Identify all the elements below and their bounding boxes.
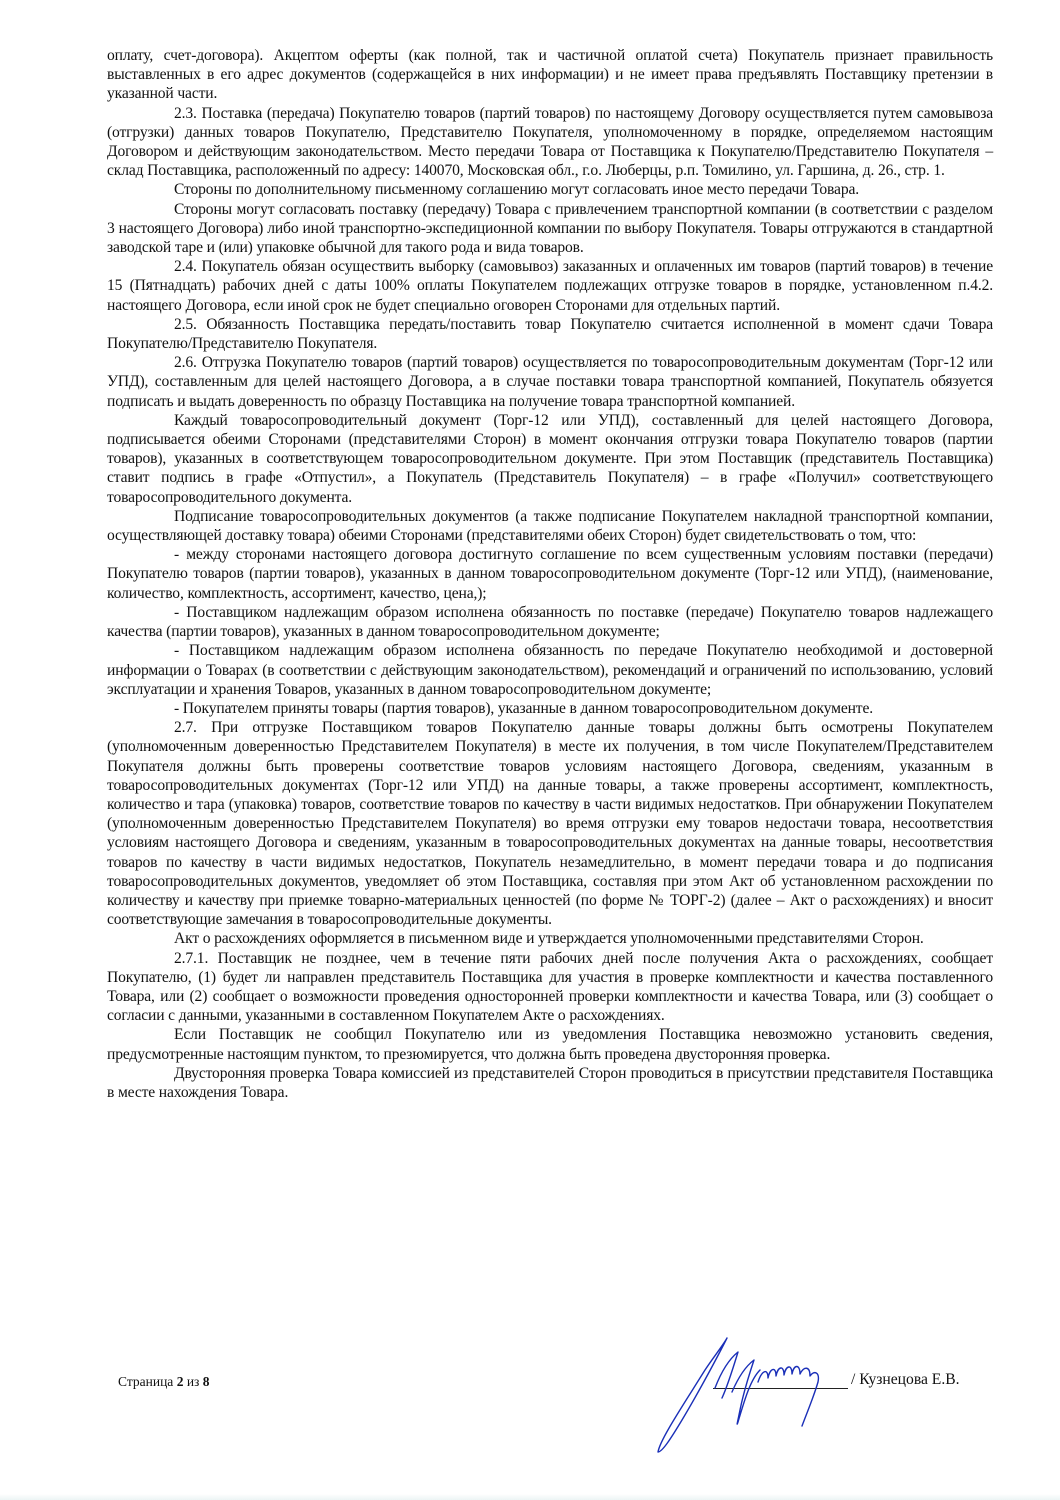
list-item-quality-delivery: - Поставщиком надлежащим образом исполнена обязанность по поставке (передаче) Покупателю товаров надлежащего качества (партии товаров), указанных в данном товаросопроводительном документе;: [107, 603, 993, 641]
page-of: из: [186, 1374, 200, 1389]
paragraph-each-document: Каждый товаросопроводительный документ (Торг-12 или УПД), составленный для целей настоящего Договора, подписывается обеими Сторонами (представителями Сторон) в момент окончания отгрузки товара Покупателю товаров (партии товаров), указанных в соответствующем товаросопроводительном документе. При этом Поставщик (представитель Поставщика) ставит подпись в графе «Отпустил», а Покупатель (Представитель Покупателя) – в графе «Получил» соответствующего товаросопроводительного документа.: [107, 411, 993, 506]
signature-stroke: [758, 1367, 818, 1427]
paragraph-bilateral-check: Двусторонняя проверка Товара комиссией из представителей Сторон проводиться в присутствии представителя Поставщика в месте нахождения Товара.: [107, 1064, 993, 1101]
list-item-information: - Поставщиком надлежащим образом исполнена обязанность по передаче Покупателю необходимой и достоверной информации о Товарах (в соответствии с действующим законодательством), рекомендаций и ограничений по использованию, условий эксплуатации и хранения Товаров, указанных в данном товаросопроводительном документе;: [107, 642, 993, 698]
paragraph-signing-documents: Подписание товаросопроводительных документов (а также подписание Покупателем накладной транспортной компании, осуществляющей доставку товара) обеими Сторонами (представителями обеих Сторон) будет свидетельствовать о том, что:: [107, 507, 993, 545]
page-number: [118, 1374, 210, 1390]
signer-name: / Кузнецова Е.В.: [851, 1371, 960, 1388]
page-label: Страница: [118, 1374, 174, 1389]
document-body: [107, 46, 993, 1102]
paragraph-2-7-1: 2.7.1. Поставщик не позднее, чем в течение пяти рабочих дней после получения Акта о расхождениях, сообщает Покупателю, (1) будет ли направлен представитель Поставщика для участия в проверке комплектности и качества поставленного Товара, или (2) сообщает о возможности проведения односторонней проверки комплектности и качества Товара, или (3) сообщает о согласии с данными, указанными в составленном Покупателем Акте о расхождениях.: [107, 949, 993, 1025]
scan-edge-shadow: [0, 1494, 1060, 1500]
paragraph-payment-acceptance: оплату, счет-договора). Акцептом оферты (как полной, так и частичной оплатой счета) Покупатель признает правильность выставленных в его адрес документов (содержащейся в них информации) и не имеет права предъявлять Поставщику претензии в указанной части.: [107, 47, 993, 103]
signature-strokes: [658, 1338, 818, 1452]
list-item-agreement: - между сторонами настоящего договора достигнуто соглашение по всем существенным условиям поставки (передачи) Покупателю товаров (партии товаров), указанных в данном товаросопроводительном документе (Торг-12 или УПД), (наименование, количество, комплектность, ассортимент, качество, цена,);: [107, 546, 993, 602]
paragraph-presumption: Если Поставщик не сообщил Покупателю или из уведомления Поставщика невозможно установить сведения, предусмотренные настоящим пунктом, то презюмируется, что должна быть проведена двусторонняя проверка.: [107, 1026, 993, 1063]
paragraph-2-6: 2.6. Отгрузка Покупателю товаров (партий товаров) осуществляется по товаросопроводительным документам (Торг-12 или УПД), составленным для целей настоящего Договора, а в случае поставки товара транспортной компанией, Покупатель обязуется подписать и выдать доверенность по образцу Поставщика на получение товара транспортной компанией.: [107, 354, 993, 410]
paragraph-other-place: Стороны по дополнительному письменному соглашению могут согласовать иное место передачи Товара.: [174, 181, 859, 199]
paragraph-2-5: 2.5. Обязанность Поставщика передать/поставить товар Покупателю считается исполненной в момент сдачи Товара Покупателю/Представителю Покупателя.: [107, 315, 993, 353]
paragraph-discrepancy-act: Акт о расхождениях оформляется в письменном виде и утверждается уполномоченными представителями Сторон.: [174, 930, 924, 948]
paragraph-2-3: 2.3. Поставка (передача) Покупателю товаров (партий товаров) по настоящему Договору осуществляется путем самовывоза (отгрузки) данных товаров Покупателю, Представителю Покупателя, уполномоченному в порядке, определяемом настоящим Договором и действующим законодательством. Место передачи Товара от Поставщика к Покупателю/Представителю Покупателя – склад Поставщика, расположенный по адресу: 140070, Московская обл., г.о. Люберцы, р.п. Томилино, ул. Гаршина, д. 26., стр. 1.: [107, 104, 993, 180]
paragraph-2-4: 2.4. Покупатель обязан осуществить выборку (самовывоз) заказанных и оплаченных им товаров (партий товаров) в течение 15 (Пятнадцать) рабочих дней с даты 100% оплаты Покупателем подлежащих отгрузке товаров в порядке, установленном п.4.2. настоящего Договора, если иной срок не будет специально оговорен Сторонами для отдельных партий.: [107, 258, 993, 314]
page-total: 8: [202, 1374, 210, 1389]
paragraph-2-7: 2.7. При отгрузке Поставщиком товаров Покупателю данные товары должны быть осмотрены Покупателем (уполномоченным доверенностью Представителем Покупателя) в месте их получения, в том числе Покупателем/Представителем Покупателя должны быть проверены соответствие товаров условиям настоящего Договора, сведениям, указанным в товаросопроводительных документах (Торг-12 или УПД) на данные товары, а также проверены ассортимент, комплектность, количество и тара (упаковка) товаров, соответствие товаров по качеству в части видимых недостатков. При обнаружении Покупателем (уполномоченным доверенностью Представителем Покупателя) во время отгрузки ему товаров недостачи товара, несоответствия условиям настоящего Договора и сведениям, указанным в товаросопроводительных документах на данные товары, несоответствия товаров по качеству в части видимых недостатков, Покупатель незамедлительно, в момент передачи товара и до подписания товаросопроводительных документов, уведомляет об этом Поставщика, составляя при этом Акт об установленном расхождении по количеству и качеству при приемке товарно-материальных ценностей (по форме № ТОРГ-2) (далее – Акт о расхождениях) и вносит соответствующие замечания в товаросопроводительные документы.: [107, 719, 993, 929]
list-item-goods-accepted: - Покупателем приняты товары (партия товаров), указанные в данном товаросопроводительном документе.: [174, 699, 873, 717]
signature-stroke: [732, 1360, 760, 1424]
page-current: 2: [176, 1374, 184, 1389]
handwritten-signature: [620, 1330, 880, 1460]
signature-stroke: [658, 1338, 727, 1452]
paragraph-transport-company: Стороны могут согласовать поставку (передачу) Товара с привлечением транспортной компании (в соответствии с разделом 3 настоящего Договора) либо иной транспортно-экспедиционной компании по выбору Покупателя. Товары отгружаются в стандартной заводской таре и (или) упаковке обычной для такого рода и вида товаров.: [107, 200, 993, 257]
signature-stroke: [715, 1352, 738, 1398]
